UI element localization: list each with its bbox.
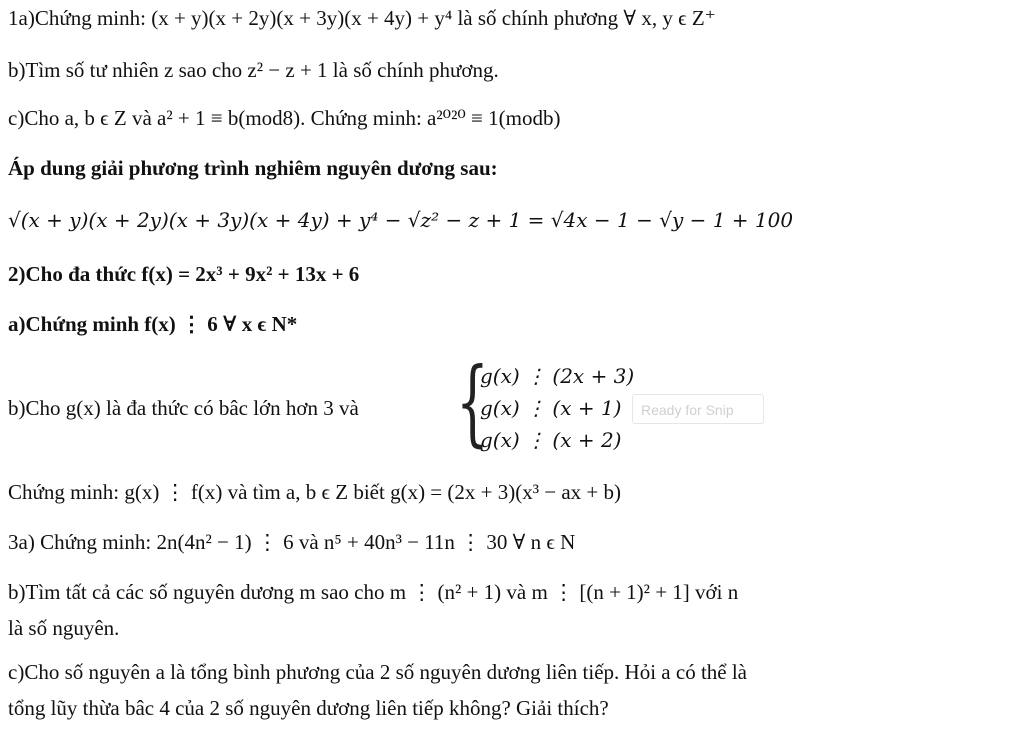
system-row-1: g(x) ⋮ (2x + 3) — [480, 364, 635, 388]
problem-3b-line1: b)Tìm tất cả các số nguyên dương m sao cho m ⋮ (n² + 1) và m ⋮ [(n + 1)² + 1] với n — [8, 580, 739, 604]
problem-3c-line1: c)Cho số nguyên a là tổng bình phương của 2 số nguyên dương liên tiếp. Hỏi a có thể là — [8, 660, 747, 684]
left-brace: { — [456, 348, 489, 457]
problem-1b: b)Tìm số tư nhiên z sao cho z² − z + 1 là số chính phương. — [8, 58, 499, 82]
problem-2b-proof: Chứng minh: g(x) ⋮ f(x) và tìm a, b ϵ Z biết g(x) = (2x + 3)(x³ − ax + b) — [8, 480, 622, 504]
problem-2a: a)Chứng minh f(x) ⋮ 6 ∀ x ϵ N* — [8, 312, 298, 336]
problem-3b-line2: là số nguyên. — [8, 616, 120, 640]
problem-3c-line2: tổng lũy thừa bâc 4 của 2 số nguyên dương liên tiếp không? Giải thích? — [8, 696, 609, 720]
system-row-3: g(x) ⋮ (x + 2) — [480, 428, 622, 452]
problem-1a: 1a)Chứng minh: (x + y)(x + 2y)(x + 3y)(x + 4y) + y⁴ là số chính phương ∀ x, y ϵ Z⁺ — [8, 6, 716, 30]
section-heading: Áp dung giải phương trình nghiêm nguyên dương sau: — [8, 156, 498, 180]
equation-radicals: √(x + y)(x + 2y)(x + 3y)(x + 4y) + y⁴ − √z² − z + 1 = √4x − 1 − √y − 1 + 100 — [8, 208, 794, 232]
snip-watermark: Ready for Snip — [632, 394, 764, 424]
problem-3a: 3a) Chứng minh: 2n(4n² − 1) ⋮ 6 và n⁵ + 40n³ − 11n ⋮ 30 ∀ n ϵ N — [8, 530, 576, 554]
problem-1c: c)Cho a, b ϵ Z và a² + 1 ≡ b(mod8). Chứng minh: a²⁰²⁰ ≡ 1(modb) — [8, 106, 561, 130]
problem-2b-prefix: b)Cho g(x) là đa thức có bâc lớn hơn 3 và — [8, 396, 359, 420]
system-row-2: g(x) ⋮ (x + 1) — [480, 396, 622, 420]
problem-2-heading: 2)Cho đa thức f(x) = 2x³ + 9x² + 13x + 6 — [8, 262, 360, 286]
